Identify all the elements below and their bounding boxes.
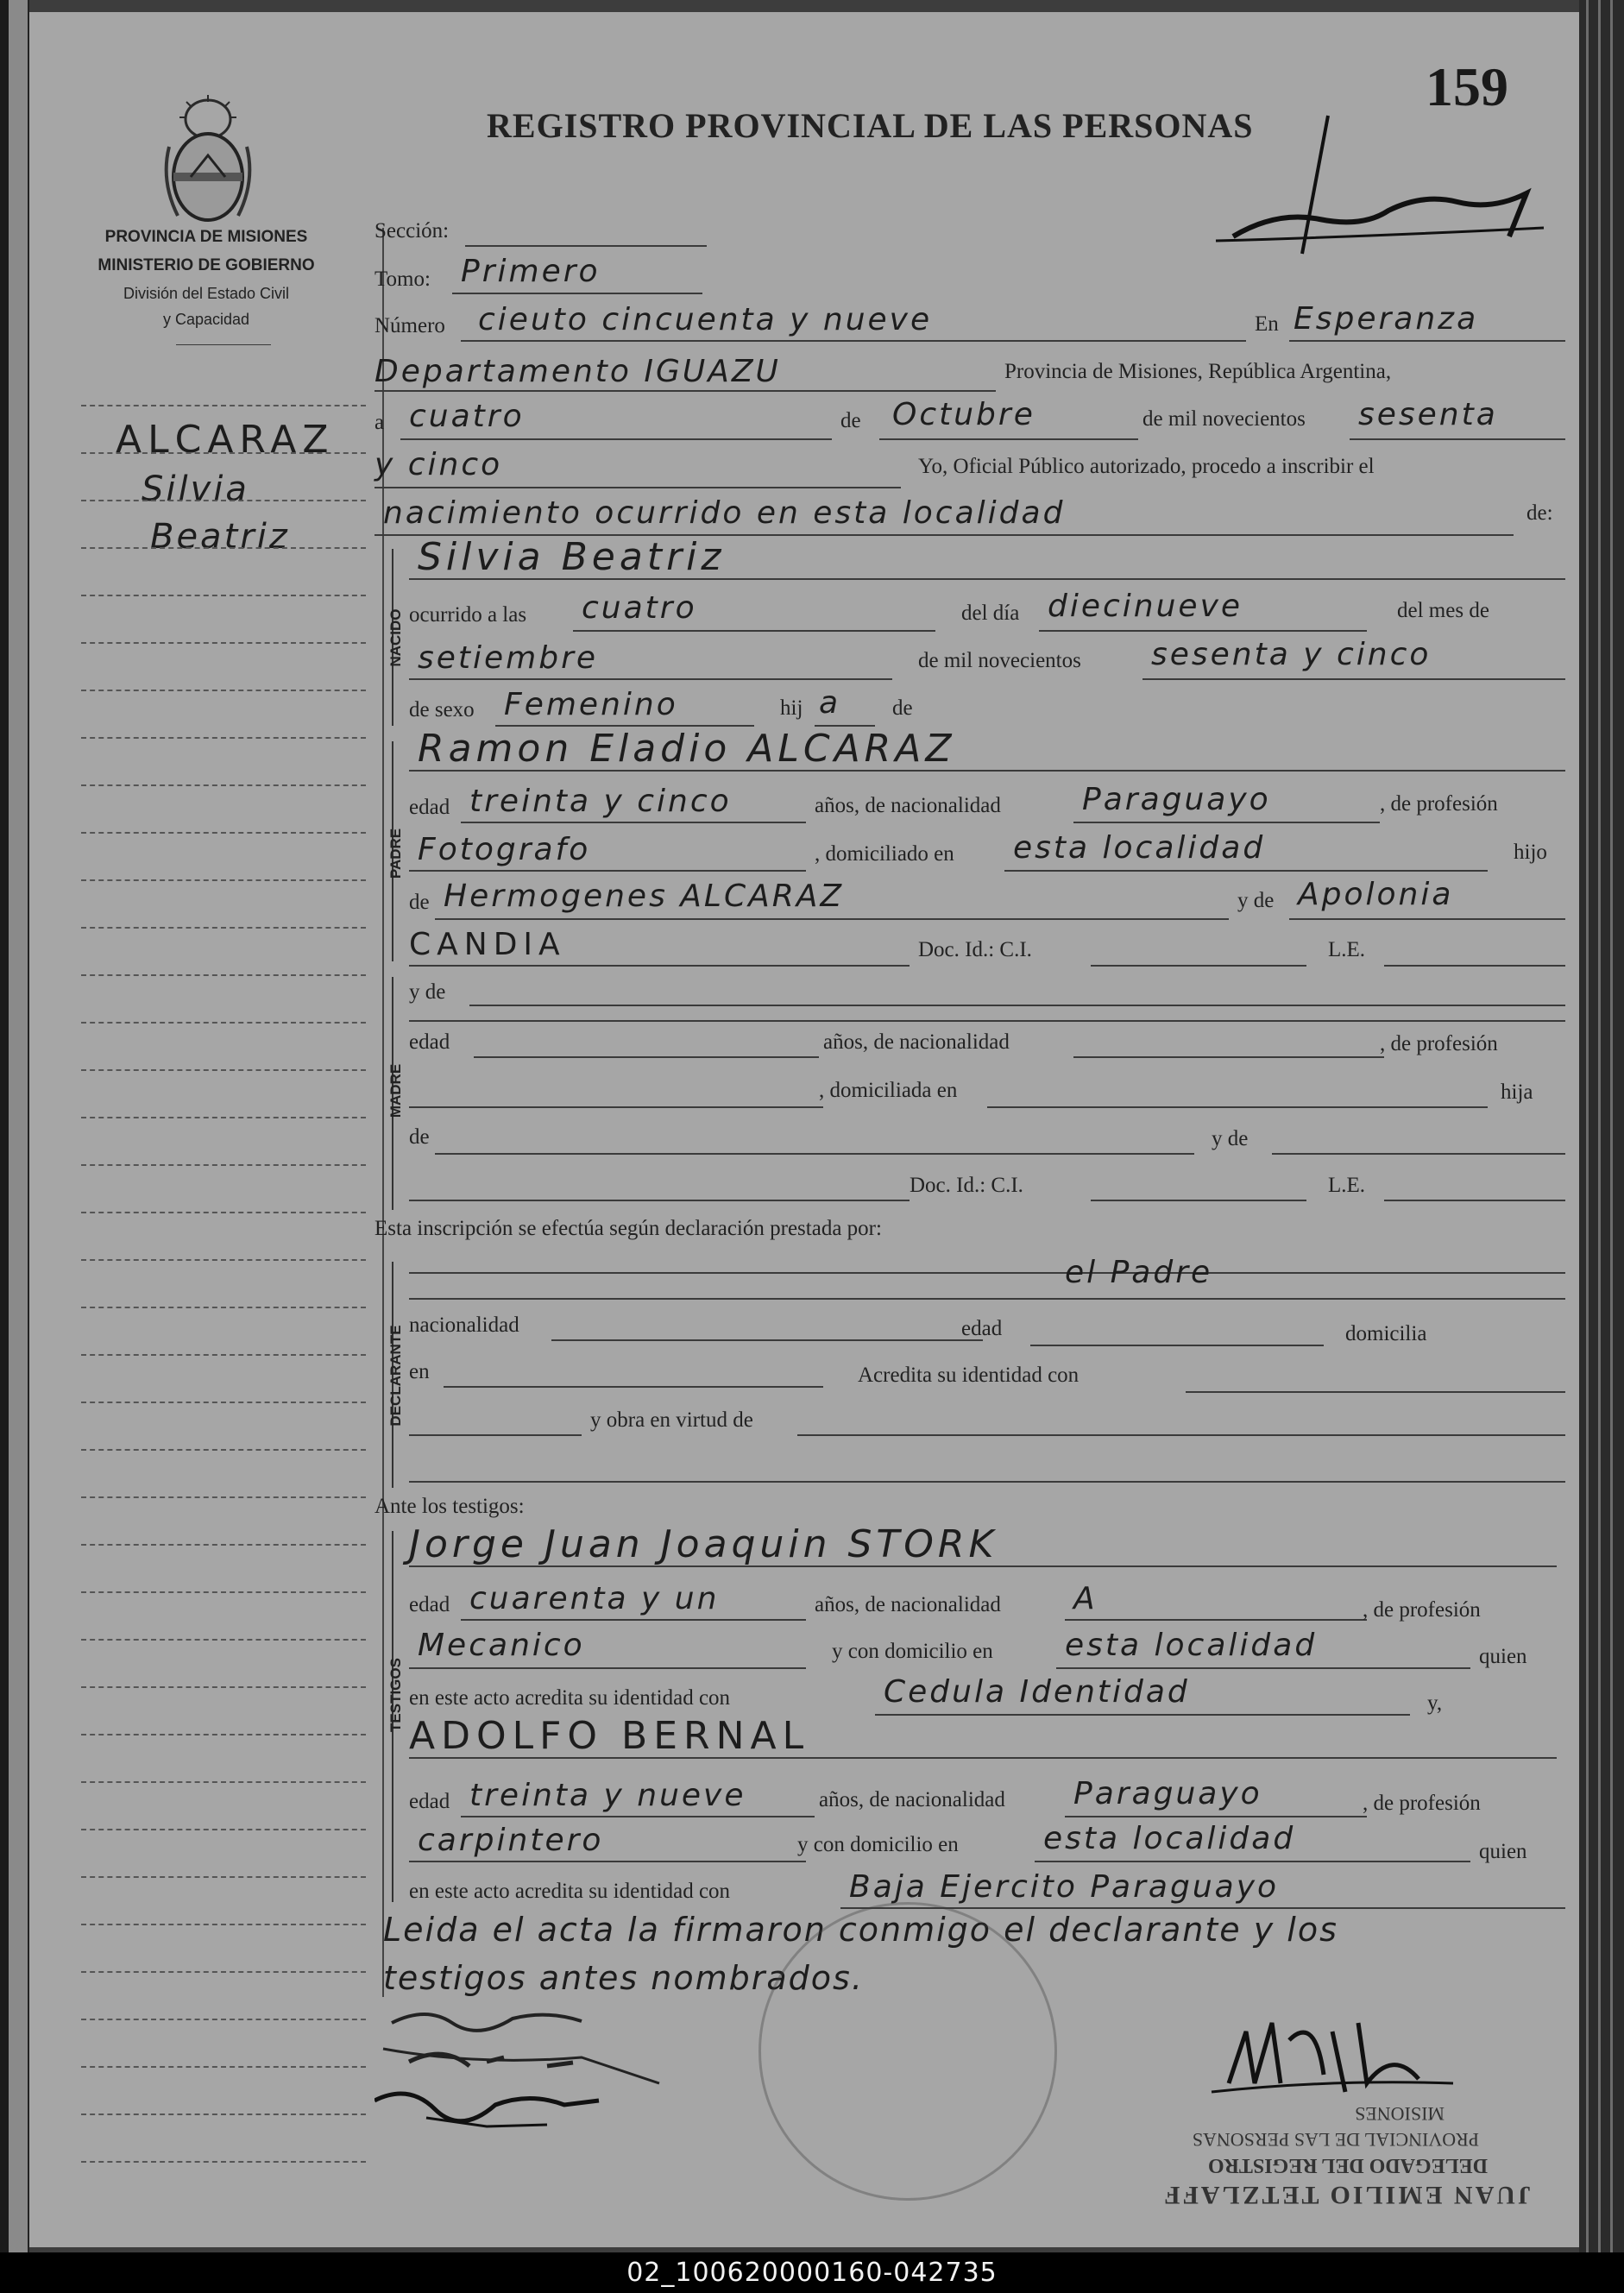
margin-ruled-line: [81, 1259, 366, 1261]
closing-line2: testigos antes nombrados.: [383, 1959, 864, 1997]
testigo2-dom-value: esta localidad: [1043, 1821, 1296, 1856]
madre-edad-label: edad: [409, 1030, 450, 1054]
hij-value: a: [819, 685, 841, 721]
margin-ruled-line: [81, 737, 366, 739]
declarante-nacionalidad-line: [551, 1339, 983, 1341]
testigo2-prof-value: carpintero: [418, 1823, 604, 1858]
margin-ruled-line: [81, 1781, 366, 1783]
closing-line1: Leida el acta la firmaron conmigo el declarante y los: [383, 1911, 1338, 1949]
margin-surname: ALCARAZ: [116, 418, 335, 462]
margin-ruled-line: [81, 974, 366, 976]
year-prefix-label: de mil novecientos: [1142, 407, 1306, 431]
coat-of-arms-icon: [161, 95, 255, 233]
declarante-domicilia-label: domicilia: [1345, 1322, 1427, 1345]
declarante-acredita-line2: [409, 1434, 582, 1436]
madre-padre-line: [435, 1153, 1194, 1155]
margin-ruled-line: [81, 405, 366, 406]
hecho-value: nacimiento ocurrido en esta localidad: [383, 495, 1066, 531]
departamento-line: [375, 390, 996, 392]
madre-domiciliada-label: , domiciliada en: [819, 1079, 958, 1102]
column-divider: [382, 228, 384, 1997]
dia-line: [1039, 630, 1367, 632]
testigo2-acredita-label: en este acto acredita su identidad con: [409, 1880, 731, 1903]
testigo2-name: ADOLFO BERNAL: [409, 1714, 810, 1758]
testigo2-nac-line: [1065, 1816, 1367, 1817]
madre-doc-label: Doc. Id.: C.I.: [910, 1174, 1023, 1197]
madre-edad-line: [474, 1056, 819, 1058]
testigo1-profesion-label: , de profesión: [1363, 1598, 1481, 1622]
hij-label: hij: [780, 696, 803, 720]
testigo2-quien-label: quien: [1479, 1840, 1527, 1863]
testigo1-name-line: [409, 1565, 1557, 1567]
month-value: Octubre: [892, 397, 1035, 432]
testigo1-prof-value: Mecanico: [418, 1628, 585, 1663]
seccion-label: Sección:: [375, 219, 450, 243]
anio-label: de mil novecientos: [918, 649, 1081, 672]
testigos-intro: Ante los testigos:: [375, 1495, 525, 1518]
margin-ruled-line: [81, 2019, 366, 2020]
nacido-de-label: de: [892, 696, 913, 720]
declarante-intro: Esta inscripción se efectúa según declaración prestada por:: [375, 1217, 882, 1240]
testigo2-doc-value: Baja Ejercito Paraguayo: [849, 1869, 1280, 1905]
office-line-province: PROVINCIA DE MISIONES: [104, 228, 308, 246]
testigo1-prof-line: [409, 1667, 806, 1669]
testigo1-dom-line: [1056, 1667, 1470, 1669]
month-line: [879, 438, 1138, 440]
capacidad-underline: [176, 344, 271, 345]
testigo1-name: Jorge Juan Joaquin STORK: [409, 1522, 998, 1566]
margin-ruled-line: [81, 2066, 366, 2068]
nacido-name-line: [409, 578, 1565, 580]
previous-page-edge: [9, 0, 29, 2252]
testigo2-profesion-label: , de profesión: [1363, 1792, 1481, 1815]
madre-section-label: MADRE: [387, 1063, 404, 1118]
testigo2-prof-line: [409, 1861, 806, 1862]
right-page-edge: [1579, 0, 1624, 2252]
madre-de-label: de: [409, 1125, 430, 1149]
office-line-capacidad: y Capacidad: [162, 311, 250, 328]
numero-line: [461, 340, 1246, 342]
margin-ruled-line: [81, 1069, 366, 1071]
margin-ruled-line: [81, 595, 366, 596]
nacido-name-value: Silvia Beatriz: [418, 535, 726, 579]
testigo2-edad-value: treinta y nueve: [469, 1778, 746, 1813]
margin-ruled-line: [81, 1496, 366, 1498]
declarante-line2: [409, 1298, 1565, 1300]
padre-profesion-line: [409, 870, 806, 872]
declarante-obra-line2: [409, 1481, 1565, 1483]
declarante-section-label: DECLARANTE: [387, 1325, 404, 1427]
testigo-y-label: y,: [1427, 1691, 1443, 1715]
numero-value: cieuto cincuenta y nueve: [478, 302, 933, 337]
madre-madre-line: [1272, 1153, 1565, 1155]
padre-surname-line: [409, 965, 910, 967]
witness-signatures: [375, 1997, 789, 2144]
day-prefix-label: a: [375, 411, 385, 434]
madre-domicilio-line: [987, 1106, 1488, 1108]
padre-section-label: PADRE: [387, 828, 404, 879]
declarante-nacionalidad-label: nacionalidad: [409, 1313, 519, 1337]
testigo2-edad-label: edad: [409, 1790, 450, 1813]
margin-ruled-line: [81, 1449, 366, 1451]
page-title: REGISTRO PROVINCIAL DE LAS PERSONAS: [487, 106, 1254, 145]
margin-ruled-line: [81, 1402, 366, 1403]
day-line: [400, 438, 832, 440]
margin-ruled-line: [81, 1117, 366, 1118]
margin-ruled-line: [81, 1829, 366, 1830]
register-page: [29, 12, 1583, 2247]
declarante-acredita-label: Acredita su identidad con: [858, 1364, 1080, 1387]
margin-ruled-line: [81, 1639, 366, 1641]
margin-ruled-line: [81, 879, 366, 881]
padre-profesion-value: Fotografo: [418, 832, 591, 867]
margin-ruled-line: [81, 500, 366, 501]
madre-anios-label: años, de nacionalidad: [823, 1030, 1010, 1054]
margin-ruled-line: [81, 1354, 366, 1356]
testigo1-nac-value: A: [1073, 1581, 1098, 1616]
madre-profesion-label: , de profesión: [1380, 1032, 1498, 1055]
margin-ruled-line: [81, 547, 366, 549]
anio-value: sesenta y cinco: [1151, 637, 1432, 672]
padre-edad-line: [461, 822, 806, 823]
oficial-text: Yo, Oficial Público autorizado, procedo a inscribir el: [918, 455, 1375, 478]
padre-nacionalidad-value: Paraguayo: [1082, 782, 1271, 817]
declarante-value: el Padre: [1065, 1255, 1213, 1290]
testigo2-domicilio-label: y con domicilio en: [797, 1833, 959, 1856]
testigo1-acredita-label: en este acto acredita su identidad con: [409, 1686, 731, 1710]
official-round-stamp: [758, 1902, 1057, 2201]
sexo-label: de sexo: [409, 698, 475, 721]
registrar-signature: [1199, 107, 1561, 262]
testigo1-quien-label: quien: [1479, 1645, 1527, 1668]
testigo1-nac-line: [1065, 1619, 1367, 1621]
de-colon-label: de:: [1526, 501, 1553, 525]
testigo2-dom-line: [1035, 1861, 1470, 1862]
hora-line: [573, 630, 935, 632]
madre-y-de2-label: y de: [1212, 1127, 1249, 1150]
testigo2-anios-label: años, de nacionalidad: [819, 1788, 1005, 1811]
mes-line: [409, 678, 892, 680]
padre-doc-label: Doc. Id.: C.I.: [918, 938, 1032, 961]
office-line-division: División del Estado Civil: [123, 285, 290, 302]
hora-value: cuatro: [582, 590, 697, 626]
provincia-text: Provincia de Misiones, República Argentina,: [1004, 360, 1392, 383]
margin-ruled-line: [81, 690, 366, 691]
tomo-line: [452, 293, 702, 294]
declarante-line1: [409, 1272, 1565, 1274]
tomo-label: Tomo:: [375, 268, 431, 291]
year2-line: [375, 487, 901, 488]
margin-ruled-line: [81, 1971, 366, 1973]
testigo2-edad-line: [461, 1816, 815, 1817]
madre-profesion-line: [409, 1106, 823, 1108]
dia-label: del día: [961, 602, 1020, 625]
year-value-part2: y cinco: [375, 447, 503, 482]
madre-nacionalidad-line: [1073, 1056, 1384, 1058]
padre-le-line: [1384, 965, 1565, 967]
testigo1-edad-value: cuarenta y un: [469, 1581, 720, 1616]
testigos-section-label: TESTIGOS: [387, 1658, 404, 1732]
testigo2-name-line: [409, 1757, 1557, 1759]
margin-ruled-line: [81, 1164, 366, 1166]
declarante-obra-label: y obra en virtud de: [590, 1408, 753, 1432]
madre-name-line2: [409, 1020, 1565, 1022]
margin-ruled-line: [81, 1307, 366, 1308]
padre-edad-value: treinta y cinco: [469, 784, 732, 819]
margin-ruled-line: [81, 1734, 366, 1735]
madre-doc-line: [1091, 1200, 1306, 1201]
madre-surname-line: [409, 1200, 910, 1201]
margin-ruled-line: [81, 1022, 366, 1024]
madre-name-line: [469, 1005, 1565, 1006]
margin-ruled-line: [81, 642, 366, 644]
mes-label: del mes de: [1397, 599, 1489, 622]
year-value-part1: sesenta: [1358, 397, 1498, 432]
margin-ruled-line: [81, 927, 366, 929]
margin-ruled-line: [81, 832, 366, 834]
padre-madre-line: [1289, 918, 1565, 920]
nacido-section-label: NACIDO: [387, 608, 404, 667]
margin-ruled-line: [81, 2113, 366, 2115]
padre-le-label: L.E.: [1328, 938, 1366, 961]
padre-name-line: [409, 770, 1565, 772]
numero-label: Número: [375, 314, 445, 337]
year-line: [1350, 438, 1565, 440]
stamp-text-misiones: MISIONES: [1355, 2103, 1445, 2125]
en-label: En: [1255, 312, 1279, 336]
padre-de-label: de: [409, 891, 430, 914]
padre-padre-line: [435, 918, 1229, 920]
padre-name-value: Ramon Eladio ALCARAZ: [418, 727, 956, 771]
padre-domicilio-line: [1004, 870, 1488, 872]
madre-hija-label: hija: [1501, 1080, 1533, 1104]
day-value: cuatro: [409, 399, 525, 434]
padre-anios-label: años, de nacionalidad: [815, 794, 1001, 817]
padre-y-de-label: y de: [1237, 889, 1275, 912]
declarante-obra-line: [797, 1434, 1565, 1436]
testigo1-domicilio-label: y con domicilio en: [832, 1640, 993, 1663]
en-line: [1289, 340, 1565, 342]
testigo1-dom-value: esta localidad: [1065, 1628, 1318, 1663]
declarante-en-label: en: [409, 1360, 430, 1383]
anio-line: [1142, 678, 1565, 680]
declarante-acredita-line: [1186, 1391, 1565, 1393]
office-line-ministry: MINISTERIO DE GOBIERNO: [98, 256, 315, 274]
padre-profesion-label: , de profesión: [1380, 792, 1498, 816]
padre-edad-label: edad: [409, 796, 450, 819]
margin-ruled-line: [81, 452, 366, 454]
departamento-value: Departamento IGUAZU: [375, 354, 781, 389]
margin-ruled-line: [81, 1924, 366, 1925]
seccion-line: [465, 245, 707, 247]
sexo-value: Femenino: [504, 687, 678, 722]
scan-footer-code: 02_100620000160-042735: [626, 2258, 998, 2288]
ocurrido-label: ocurrido a las: [409, 603, 527, 627]
margin-column: [81, 383, 375, 2152]
margin-ruled-line: [81, 1686, 366, 1688]
testigo1-anios-label: años, de nacionalidad: [815, 1593, 1001, 1616]
testigo1-doc-line: [875, 1714, 1410, 1716]
testigo1-doc-value: Cedula Identidad: [884, 1674, 1190, 1710]
declarante-edad-label: edad: [961, 1317, 1003, 1340]
testigo1-edad-line: [461, 1619, 806, 1621]
margin-second-name: Beatriz: [150, 517, 290, 557]
madre-y-de-label: y de: [409, 980, 446, 1004]
testigo2-nac-value: Paraguayo: [1073, 1776, 1262, 1811]
tomo-value: Primero: [461, 254, 601, 289]
padre-domicilio-value: esta localidad: [1013, 830, 1266, 866]
padre-madre-value: Apolonia: [1298, 877, 1454, 912]
dia-value: diecinueve: [1048, 589, 1243, 624]
stamp-text-provincial: PROVINCIAL DE LAS PERSONAS: [1192, 2129, 1479, 2151]
padre-domiciliado-label: , domiciliado en: [815, 842, 954, 866]
stamp-text-delegado: DELEGADO DEL REGISTRO: [1207, 2154, 1488, 2176]
stamp-text-name: JUAN EMILIO TETZLAFF: [1161, 2181, 1531, 2209]
madre-le-label: L.E.: [1328, 1174, 1366, 1197]
declarante-en-line: [444, 1386, 823, 1388]
mes-value: setiembre: [418, 640, 599, 676]
testigo1-edad-label: edad: [409, 1593, 450, 1616]
madre-le-line: [1384, 1200, 1565, 1201]
margin-ruled-line: [81, 784, 366, 786]
sheet-number: 159: [1426, 56, 1508, 117]
padre-madre-surname: CANDIA: [409, 927, 566, 962]
margin-ruled-line: [81, 1876, 366, 1878]
padre-nacionalidad-line: [1073, 822, 1380, 823]
padre-doc-line: [1091, 965, 1306, 967]
padre-padre-value: Hermogenes ALCARAZ: [444, 879, 845, 914]
padre-hijo-label: hijo: [1514, 841, 1547, 864]
margin-ruled-line: [81, 1212, 366, 1213]
month-de-label: de: [840, 409, 861, 432]
margin-first-name: Silvia: [142, 469, 249, 509]
declarante-edad-line: [1030, 1345, 1324, 1346]
margin-ruled-line: [81, 1544, 366, 1546]
margin-ruled-line: [81, 1591, 366, 1593]
margin-ruled-line: [81, 2161, 366, 2163]
en-value: Esperanza: [1294, 301, 1479, 337]
